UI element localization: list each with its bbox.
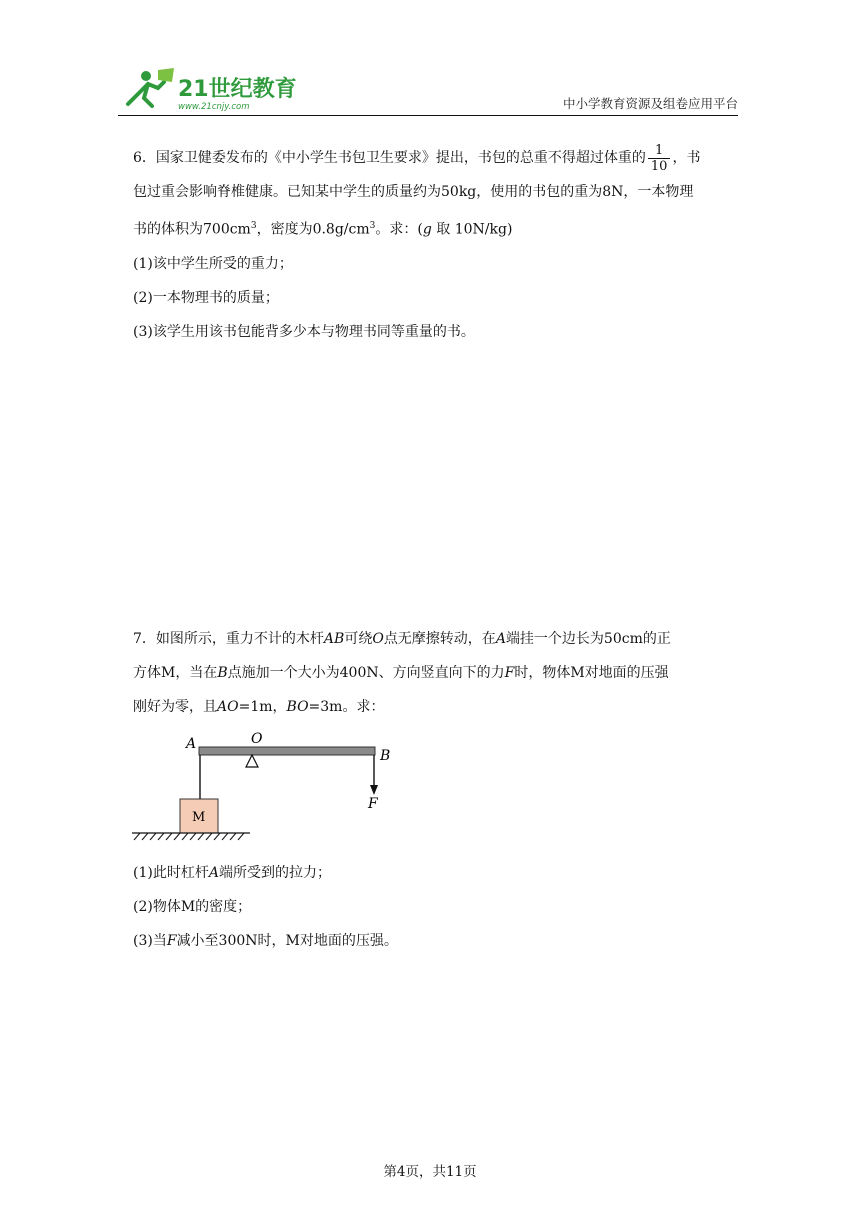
q6-line-1: 6．国家卫健委发布的《中小学生书包卫生要求》提出，书包的总重不得超过体重的 $\frac{1}{10}$ ，书: [133, 142, 701, 174]
question-7: [133, 622, 733, 724]
lever-bar: [199, 747, 375, 755]
q7-line-1: 7．如图所示，重力不计的木杆AB可绕O点无摩擦转动，在A端挂一个边长为50cm的正: [133, 631, 671, 647]
question-6: [133, 141, 733, 349]
q7-line-3: 刚好为零，且AO=1m，BO=3m。求：: [133, 699, 385, 715]
q7-sub-2: (2)物体M的密度；: [133, 899, 252, 915]
logo-url: www.21cnjy.com: [178, 102, 250, 112]
fulcrum-icon: [246, 755, 258, 767]
q7-sub-3: (3)当F减小至300N时，M对地面的压强。: [133, 933, 398, 949]
label-F: F: [368, 796, 378, 812]
21cnjy-logo: [118, 62, 298, 114]
page-footer: 第4页，共11页: [383, 1164, 477, 1180]
q6-sub-1: (1)该中学生所受的重力；: [133, 255, 293, 272]
label-M: M: [192, 810, 206, 825]
force-arrow-icon: [370, 785, 378, 795]
label-A: A: [186, 736, 197, 752]
q6-sub-2: (2)一本物理书的质量；: [133, 289, 279, 306]
logo-text: 21世纪教育: [178, 77, 297, 102]
fraction-one-tenth: $\frac{1}{10}$: [648, 143, 671, 174]
q7-subquestions: [133, 856, 733, 958]
page-header: [118, 62, 738, 118]
q6-line-2: 包过重会影响脊椎健康。已知某中学生的质量约为50kg，使用的书包的重为8N，一本物理: [133, 184, 694, 200]
lever-diagram: [128, 727, 408, 847]
platform-label: 中小学教育资源及组卷应用平台: [562, 96, 738, 111]
header-rule: [118, 115, 738, 116]
ground-hatching: [134, 833, 244, 840]
q7-sub-1: (1)此时杠杆A端所受到的拉力；: [133, 865, 331, 881]
runner-icon: [128, 68, 174, 106]
q7-line-2: 方体M，当在B点施加一个大小为400N、方向竖直向下的力F时，物体M对地面的压强: [133, 665, 669, 681]
q6-sub-3: (3)该学生用该书包能背多少本与物理书同等重量的书。: [133, 323, 475, 340]
label-O: O: [251, 731, 263, 747]
label-B: B: [380, 748, 391, 764]
q6-line-3: 书的体积为$700cm^3$，密度为$0.8g/cm^3$。求：(g 取 10N/kg): [133, 221, 513, 238]
